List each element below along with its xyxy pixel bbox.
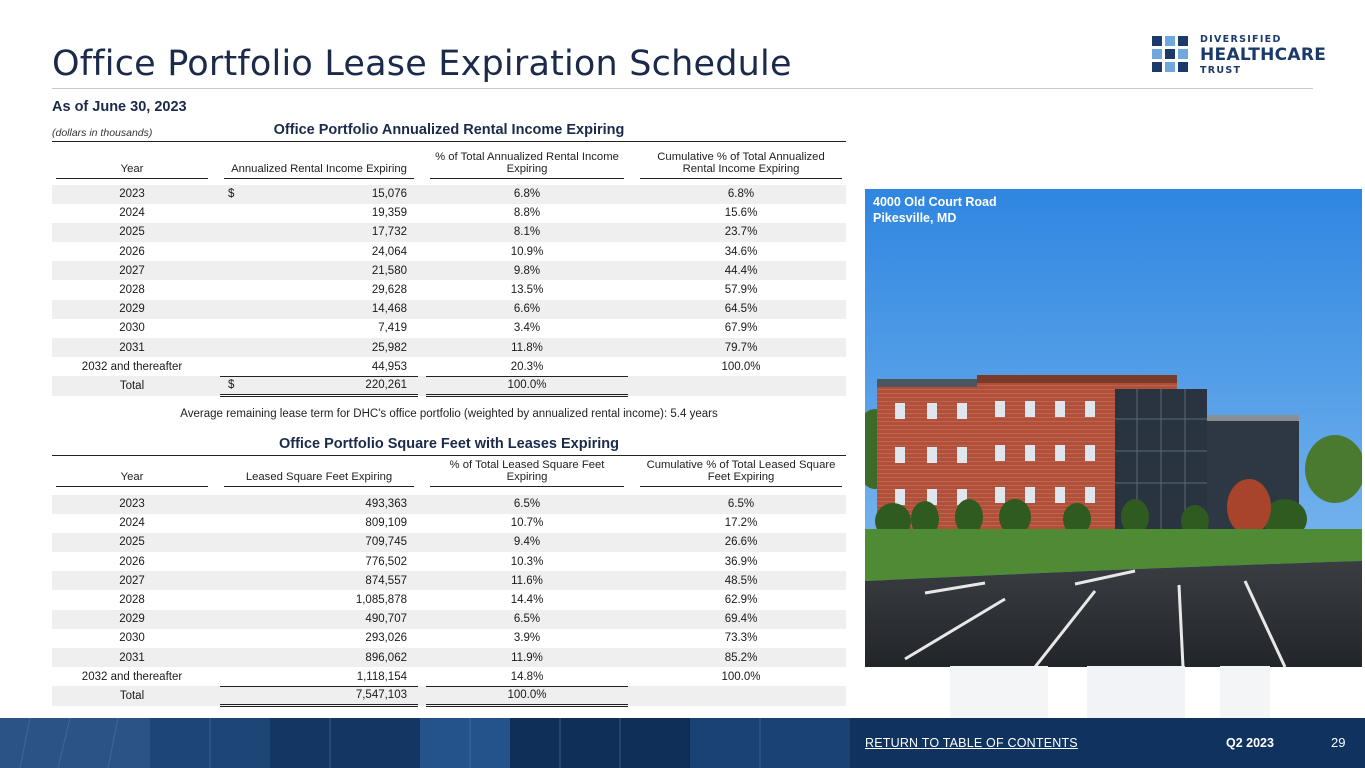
cumulative-cell: 79.7% <box>636 338 846 357</box>
sqft-cell: 490,707 <box>220 610 418 629</box>
year-cell: 2027 <box>52 571 212 590</box>
spacer-cell <box>628 357 636 376</box>
amount-value: 29,628 <box>371 284 407 297</box>
spacer-cell <box>212 514 220 533</box>
spacer-cell <box>418 338 426 357</box>
as-of-date: As of June 30, 2023 <box>52 99 187 115</box>
total-row <box>52 686 846 705</box>
col-header-pct: % of Total Leased Square Feet Expiring <box>426 456 628 490</box>
spacer-cell <box>628 571 636 590</box>
year-cell: 2029 <box>52 300 212 319</box>
table-row <box>52 338 846 357</box>
spacer-cell <box>418 648 426 667</box>
spacer-cell <box>418 300 426 319</box>
spacer-cell <box>418 357 426 376</box>
spacer-cell <box>628 319 636 338</box>
cumulative-cell: 17.2% <box>724 517 758 530</box>
logo-line-3: TRUST <box>1200 64 1242 76</box>
col-header-amount: Annualized Rental Income Expiring <box>220 142 418 182</box>
spacer-cell <box>418 280 426 299</box>
amount-cell <box>220 357 418 376</box>
cumulative-cell: 48.5% <box>636 571 846 590</box>
pct-cell: 6.6% <box>426 300 628 319</box>
table-row <box>52 242 846 261</box>
total-pct: 100.0% <box>426 686 628 705</box>
year-cell: 2030 <box>119 632 145 645</box>
sqft-cell: 874,557 <box>220 571 418 590</box>
spacer-cell <box>212 648 220 667</box>
spacer-cell <box>212 185 220 204</box>
amount-value: 7,419 <box>378 322 407 335</box>
spacer-cell <box>212 495 220 514</box>
year-cell: 2031 <box>52 648 212 667</box>
table-row <box>52 629 846 648</box>
table-row <box>52 319 846 338</box>
rental-income-table <box>52 141 846 397</box>
spacer-cell <box>418 590 426 609</box>
spacer-cell <box>628 242 636 261</box>
building-photo <box>865 189 1362 667</box>
col-header-pct: % of Total Annualized Rental Income Expiring <box>426 142 628 182</box>
year-cell: 2030 <box>119 322 145 335</box>
spacer-cell <box>212 376 220 395</box>
amount-value: 14,468 <box>371 303 407 316</box>
spacer-cell <box>628 686 636 705</box>
pct-cell: 11.8% <box>426 338 628 357</box>
spacer-cell <box>418 223 426 242</box>
cumulative-cell: 64.5% <box>636 300 846 319</box>
table-row <box>52 204 846 223</box>
col-header-year: Year <box>52 456 212 490</box>
table-row <box>52 571 846 590</box>
table-row <box>52 667 846 686</box>
pct-cell: 10.3% <box>510 555 544 568</box>
spacer-cell <box>418 204 426 223</box>
year-cell: 2028 <box>119 284 145 297</box>
total-pct: 100.0% <box>426 376 628 395</box>
spacer-cell <box>418 533 426 552</box>
spacer-cell <box>212 338 220 357</box>
spacer-cell <box>212 300 220 319</box>
cumulative-cell: 69.4% <box>636 610 846 629</box>
spacer-cell <box>628 495 636 514</box>
cumulative-cell: 26.6% <box>636 533 846 552</box>
total-label: Total <box>52 686 212 705</box>
sqft-cell: 896,062 <box>220 648 418 667</box>
spacer-cell <box>212 629 220 648</box>
sqft-table <box>52 455 846 707</box>
spacer-cell <box>418 514 426 533</box>
spacer-cell <box>212 223 220 242</box>
spacer-cell <box>418 610 426 629</box>
spacer-cell <box>212 242 220 261</box>
spacer-cell <box>628 590 636 609</box>
spacer-cell <box>212 319 220 338</box>
grid-squares-icon <box>1152 36 1188 74</box>
sqft-cell: 1,085,878 <box>355 594 407 607</box>
pct-cell: 10.7% <box>510 517 544 530</box>
spacer-cell <box>628 223 636 242</box>
amount-value: 24,064 <box>371 245 407 258</box>
spacer-cell <box>628 629 636 648</box>
table-row <box>52 610 846 629</box>
table-row <box>52 648 846 667</box>
spacer-cell <box>628 533 636 552</box>
pct-cell: 20.3% <box>426 357 628 376</box>
spacer-cell <box>628 300 636 319</box>
year-cell: 2028 <box>119 594 145 607</box>
return-to-toc-link[interactable]: RETURN TO TABLE OF CONTENTS <box>865 736 1078 750</box>
cumulative-cell: 100.0% <box>721 670 761 683</box>
empty-cell <box>636 376 846 395</box>
col-header-cumulative: Cumulative % of Total Annualized Rental Income Expiring <box>636 142 846 182</box>
spacer-cell <box>628 667 636 686</box>
spacer-cell <box>418 261 426 280</box>
table-row <box>52 552 846 571</box>
spacer-cell <box>628 610 636 629</box>
spacer-cell <box>418 667 426 686</box>
table-row <box>52 495 846 514</box>
spacer-cell <box>418 185 426 204</box>
sqft-cell: 1,118,154 <box>220 667 418 686</box>
year-cell: 2025 <box>52 533 212 552</box>
cumulative-cell: 57.9% <box>724 284 758 297</box>
spacer-cell <box>418 495 426 514</box>
total-sqft: 7,547,103 <box>220 686 418 705</box>
spacer-cell <box>628 552 636 571</box>
cumulative-cell: 44.4% <box>636 261 846 280</box>
year-cell: 2023 <box>52 495 212 514</box>
amount-value: 17,732 <box>371 226 407 239</box>
sqft-cell: 809,109 <box>365 517 407 530</box>
sqft-cell: 776,502 <box>365 555 407 568</box>
spacer-cell <box>212 357 220 376</box>
company-logo <box>1152 34 1327 76</box>
cumulative-cell: 73.3% <box>724 632 758 645</box>
footer-decoration <box>0 718 1365 768</box>
pct-cell: 3.4% <box>513 322 541 335</box>
photo-caption-address: 4000 Old Court Road <box>873 195 997 209</box>
pct-cell: 6.5% <box>426 610 628 629</box>
table-row <box>52 533 846 552</box>
pct-cell: 10.9% <box>510 245 544 258</box>
year-cell: 2026 <box>119 245 145 258</box>
cumulative-cell: 6.5% <box>636 495 846 514</box>
amount-cell <box>220 300 418 319</box>
amount-cell <box>220 338 418 357</box>
currency-symbol: $ <box>228 379 235 392</box>
table-row <box>52 514 846 533</box>
col-header-sqft: Leased Square Feet Expiring <box>220 456 418 490</box>
pct-cell: 11.9% <box>426 648 628 667</box>
amount-value: 15,076 <box>371 188 407 201</box>
page-number: 29 <box>1331 735 1346 750</box>
amount-cell <box>220 185 418 204</box>
spacer-cell <box>418 552 426 571</box>
logo-line-2: HEALTHCARE <box>1200 44 1327 65</box>
total-amount: 220,261 <box>365 379 407 392</box>
year-cell: 2029 <box>52 610 212 629</box>
table-row <box>52 280 846 299</box>
logo-line-1: DIVERSIFIED <box>1200 34 1282 45</box>
spacer-cell <box>628 376 636 395</box>
spacer-cell <box>418 376 426 395</box>
spacer-cell <box>212 280 220 299</box>
amount-value: 25,982 <box>371 341 407 354</box>
col-header-year: Year <box>52 142 212 182</box>
cumulative-cell: 100.0% <box>721 360 761 373</box>
year-cell: 2031 <box>52 338 212 357</box>
year-cell: 2032 and thereafter <box>81 670 183 683</box>
year-cell: 2026 <box>119 555 145 568</box>
cumulative-cell: 67.9% <box>724 322 758 335</box>
spacer-cell <box>418 242 426 261</box>
spacer-cell <box>628 204 636 223</box>
total-amount-cell <box>220 376 418 395</box>
pct-cell: 14.8% <box>426 667 628 686</box>
table-row <box>52 357 846 376</box>
footer-bar <box>0 718 1365 768</box>
spacer-cell <box>418 319 426 338</box>
spacer-cell <box>212 533 220 552</box>
amount-cell <box>220 242 418 261</box>
sqft-cell: 709,745 <box>220 533 418 552</box>
decorative-background <box>950 666 1365 718</box>
year-cell: 2024 <box>119 207 145 220</box>
amount-cell <box>220 319 418 338</box>
amount-cell <box>220 261 418 280</box>
pct-cell: 6.8% <box>426 185 628 204</box>
pct-cell: 9.4% <box>426 533 628 552</box>
cumulative-cell: 62.9% <box>724 594 758 607</box>
table-row <box>52 185 846 204</box>
spacer-cell <box>212 261 220 280</box>
spacer-cell <box>628 648 636 667</box>
year-cell: 2024 <box>119 517 145 530</box>
amount-value: 21,580 <box>371 264 407 277</box>
pct-cell: 9.8% <box>426 261 628 280</box>
units-note: (dollars in thousands) <box>52 127 153 139</box>
pct-cell: 11.6% <box>426 571 628 590</box>
lease-term-note: Average remaining lease term for DHC's office portfolio (weighted by annualized rental income): 5.4 years <box>180 408 718 420</box>
title-divider <box>52 88 1313 89</box>
page-title: Office Portfolio Lease Expiration Schedule <box>52 44 792 84</box>
total-row <box>52 376 846 395</box>
pct-cell: 8.1% <box>426 223 628 242</box>
spacer-cell <box>212 610 220 629</box>
pct-cell: 3.9% <box>513 632 541 645</box>
cumulative-cell: 34.6% <box>724 245 758 258</box>
cumulative-cell: 15.6% <box>724 207 758 220</box>
col-header-cumulative: Cumulative % of Total Leased Square Feet Expiring <box>636 456 846 490</box>
table-row <box>52 223 846 242</box>
year-cell: 2023 <box>52 185 212 204</box>
cumulative-cell: 6.8% <box>636 185 846 204</box>
rental-table-title: Office Portfolio Annualized Rental Income Expiring <box>273 122 625 138</box>
amount-cell <box>220 280 418 299</box>
year-cell: 2027 <box>52 261 212 280</box>
year-cell: 2025 <box>52 223 212 242</box>
spacer-cell <box>628 280 636 299</box>
cumulative-cell: 23.7% <box>636 223 846 242</box>
amount-cell <box>220 223 418 242</box>
spacer-cell <box>212 686 220 705</box>
spacer-cell <box>628 338 636 357</box>
spacer-cell <box>418 571 426 590</box>
spacer-cell <box>418 686 426 705</box>
quarter-label: Q2 2023 <box>1226 736 1274 750</box>
amount-cell <box>220 204 418 223</box>
currency-symbol: $ <box>228 188 235 201</box>
photo-caption-city: Pikesville, MD <box>873 211 957 225</box>
table-row <box>52 300 846 319</box>
total-label: Total <box>52 376 212 395</box>
pct-cell: 6.5% <box>426 495 628 514</box>
sqft-cell: 293,026 <box>365 632 407 645</box>
pct-cell: 13.5% <box>510 284 544 297</box>
table-row <box>52 261 846 280</box>
spacer-cell <box>418 629 426 648</box>
sqft-cell: 493,363 <box>220 495 418 514</box>
spacer-cell <box>628 514 636 533</box>
cumulative-cell: 36.9% <box>724 555 758 568</box>
photo-caption <box>873 194 997 226</box>
amount-value: 19,359 <box>371 207 407 220</box>
spacer-cell <box>212 590 220 609</box>
pct-cell: 8.8% <box>513 207 541 220</box>
year-cell: 2032 and thereafter <box>81 360 183 373</box>
spacer-cell <box>212 204 220 223</box>
spacer-cell <box>628 185 636 204</box>
table-row <box>52 590 846 609</box>
empty-cell <box>636 686 846 705</box>
spacer-cell <box>212 571 220 590</box>
sqft-table-title: Office Portfolio Square Feet with Leases Expiring <box>278 436 619 452</box>
pct-cell: 14.4% <box>510 594 544 607</box>
spacer-cell <box>628 261 636 280</box>
amount-value: 44,953 <box>371 360 407 373</box>
cumulative-cell: 85.2% <box>636 648 846 667</box>
spacer-cell <box>212 552 220 571</box>
spacer-cell <box>212 667 220 686</box>
building-illustration <box>865 189 1362 667</box>
